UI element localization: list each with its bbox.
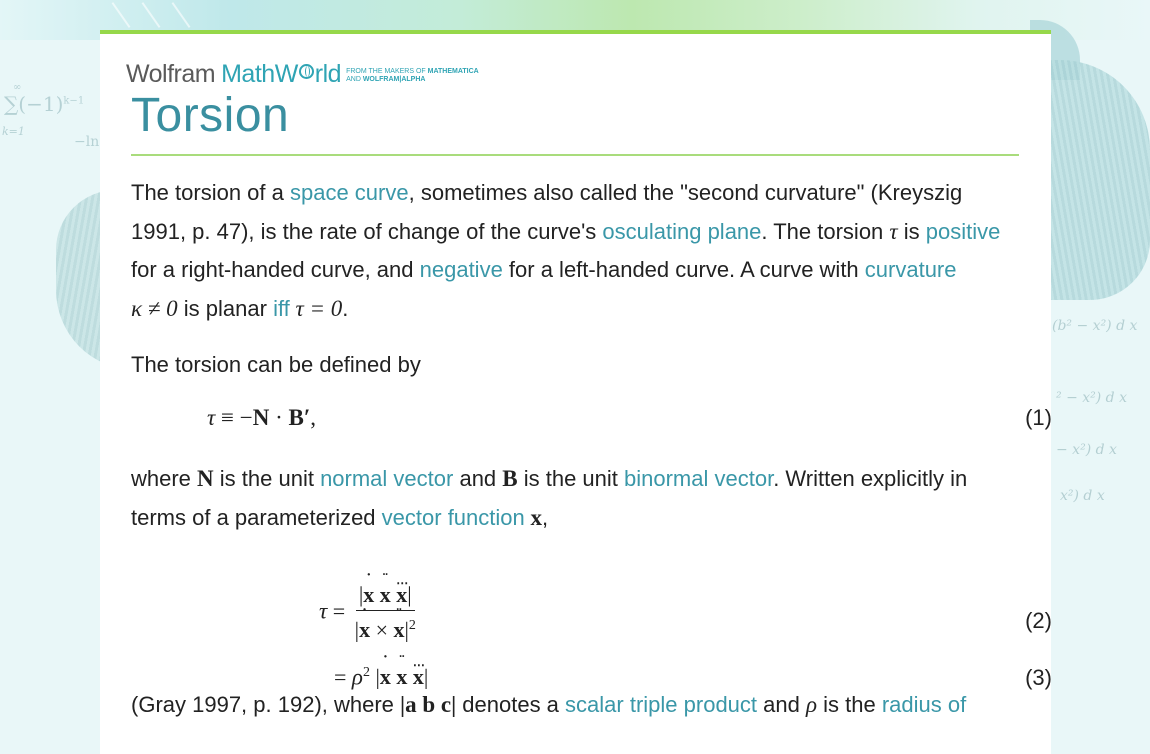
- link-osculating-plane[interactable]: osculating plane: [602, 218, 762, 244]
- equation-number-3: (3): [1025, 665, 1052, 690]
- paragraph-explicit: where N is the unit normal vector and B is the unit binormal vector. Written explicitly in terms of a parameterized vector function x,: [131, 466, 968, 530]
- equation-3: = $\rho^2$ |˙ x ¨ x ⋯ x|: [334, 654, 428, 697]
- math-rho: ρ: [805, 692, 818, 717]
- math-kappa-neq-zero: κ ≠ 0: [131, 295, 178, 321]
- logo-tagline: FROM THE MAKERS OF MATHEMATICA AND WOLFRAM|ALPHA: [346, 68, 479, 83]
- math-N: N: [197, 466, 214, 491]
- page-title: Torsion: [131, 89, 290, 142]
- link-iff[interactable]: iff: [273, 295, 290, 321]
- link-negative[interactable]: negative: [419, 257, 503, 282]
- background-math-sum: $\sum(-1)^{k-1}$: [4, 92, 85, 116]
- equation-number-2: (2): [1025, 608, 1052, 633]
- paragraph-intro: The torsion of a space curve, sometimes also called the "second curvature" (Kreyszig 1991, p. 47), is the rate of change of the curve's osculating plane. The torsion τ is positive for a right-handed curve, and negative for a left-handed curve. A curve with curvature κ ≠ 0 is planar iff τ = 0.: [131, 180, 1001, 321]
- equation-2: τ = $\frac{|˙ x ¨ x \cdots x|}{|˙ x \times ¨ x|^2}$: [319, 582, 416, 645]
- link-space-curve[interactable]: space curve: [289, 180, 409, 205]
- math-x: x: [524, 504, 542, 530]
- link-curvature[interactable]: curvature: [864, 257, 957, 282]
- math-tau-eq-zero: τ = 0: [289, 295, 343, 321]
- article-card: [100, 30, 1051, 754]
- link-scalar-triple-product[interactable]: scalar triple product: [565, 692, 758, 717]
- background-math-fraction: ² − x²) d x: [1056, 390, 1127, 406]
- math-B: B: [502, 466, 518, 491]
- globe-icon: [299, 64, 314, 79]
- fraction: $\frac{|˙ x ¨ x \cdots x|}{|˙ x \times ¨ x|^2}$: [355, 582, 416, 645]
- mathworld-logo[interactable]: [126, 60, 479, 89]
- background-math-ln: −ln: [74, 134, 100, 150]
- background-math-index: k=1: [2, 125, 25, 138]
- math-tau: τ: [889, 218, 898, 244]
- logo-mathworld-text: MathW rld: [221, 60, 342, 88]
- link-binormal-vector[interactable]: binormal vector: [624, 466, 774, 491]
- link-positive[interactable]: positive: [925, 218, 1001, 244]
- link-radius-of-curvature[interactable]: radius of: [881, 692, 967, 717]
- paragraph-triple-product: (Gray 1997, p. 192), where |a b c| denotes a scalar triple product and ρ is the radius of: [131, 692, 967, 717]
- math-abc: |a b c|: [400, 692, 457, 717]
- logo-wolfram-text: Wolfram: [126, 60, 216, 88]
- link-normal-vector[interactable]: normal vector: [320, 466, 454, 491]
- title-divider: [131, 154, 1019, 156]
- link-vector-function[interactable]: vector function: [381, 504, 525, 530]
- background-math-fraction: (b² − x²) d x: [1052, 318, 1138, 334]
- equation-1: τ ≡ −N · B′,: [207, 405, 317, 430]
- background-math-infinity: ∞: [13, 82, 22, 93]
- background-math-fraction: x²) d x: [1060, 488, 1105, 504]
- paragraph-definition: The torsion can be defined by: [131, 352, 421, 377]
- background-math-fraction: − x²) d x: [1056, 442, 1117, 458]
- equation-number-1: (1): [1025, 405, 1052, 430]
